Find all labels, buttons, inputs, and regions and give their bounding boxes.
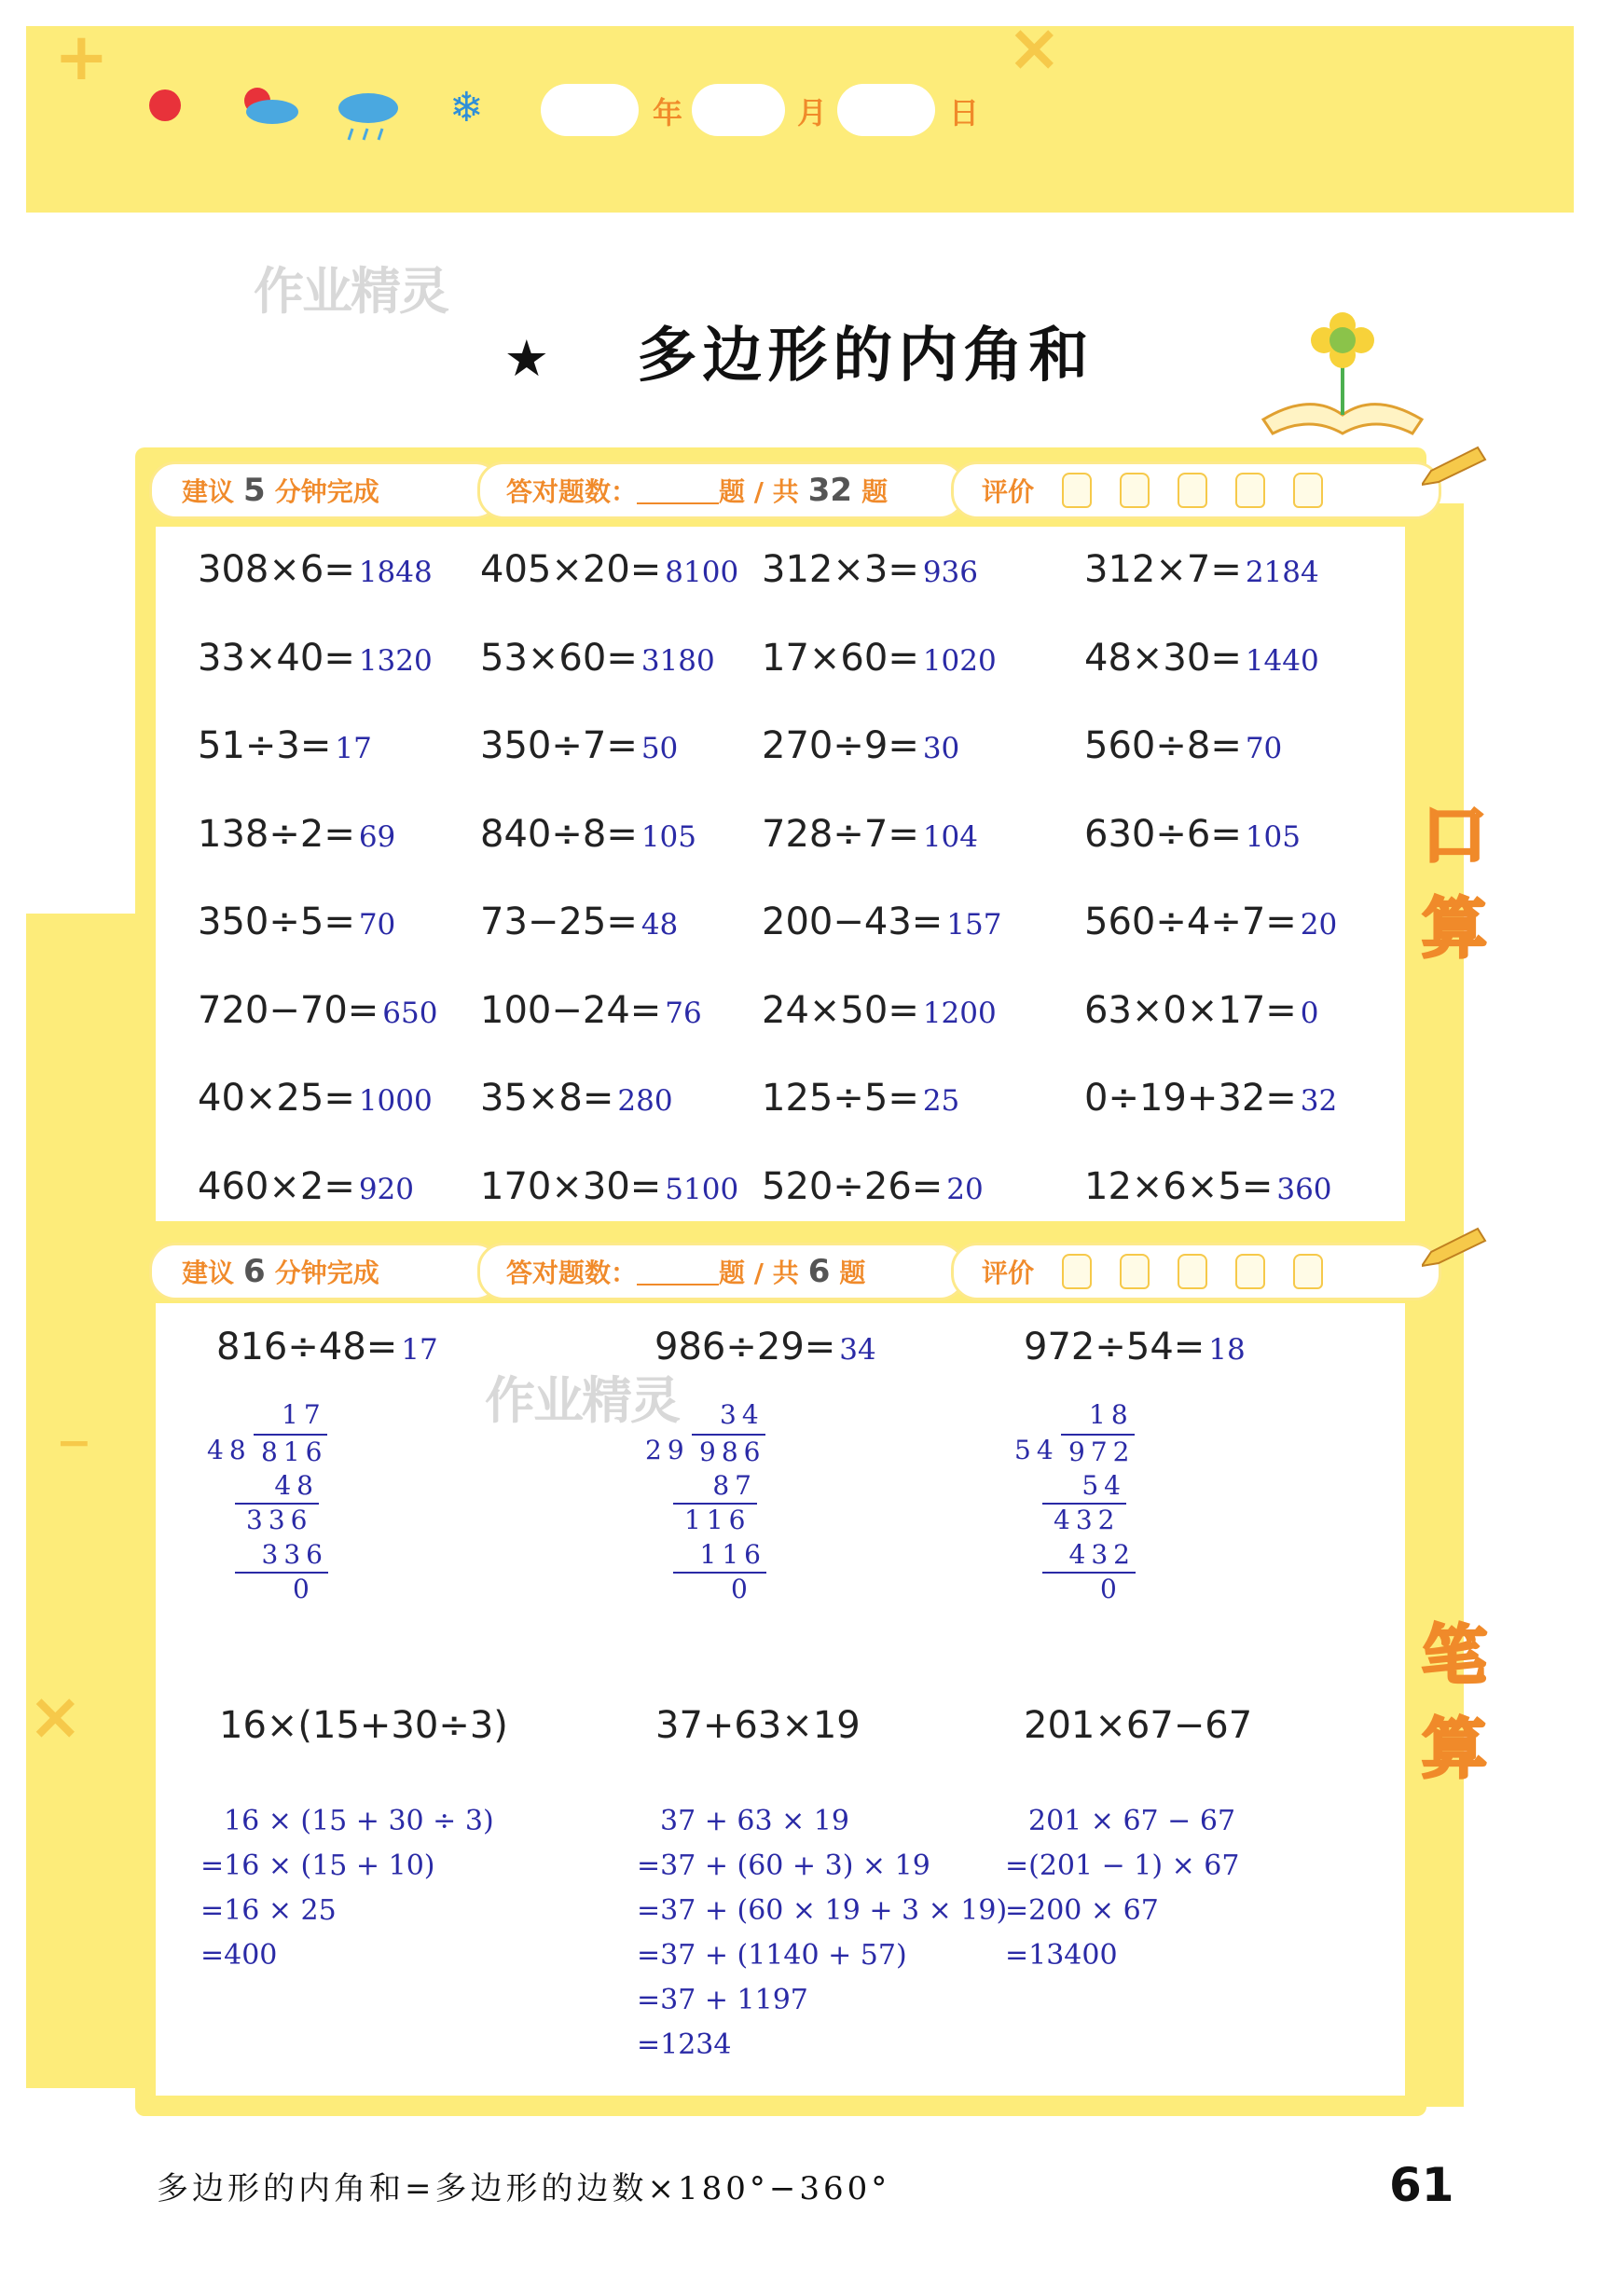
mental-math-item	[762, 813, 978, 856]
question-text: 312×7=	[1084, 548, 1242, 591]
question-text: 170×30=	[480, 1164, 662, 1208]
thumb-icon[interactable]	[1293, 473, 1323, 508]
division-step: 336	[246, 1505, 313, 1535]
thumb-icon[interactable]	[1062, 1254, 1092, 1289]
sun-icon	[149, 89, 181, 121]
thumb-icon[interactable]	[1293, 1254, 1323, 1289]
side-label-bi: 笔	[1422, 1617, 1487, 1694]
question-text: 24×50=	[762, 988, 919, 1032]
mental-math-item	[762, 1165, 984, 1208]
answer-text: 20	[1300, 908, 1338, 942]
question-text: 33×40=	[198, 636, 355, 680]
expression-step: =16 × (15 + 10)	[200, 1849, 435, 1882]
thumb-icon[interactable]	[1178, 473, 1207, 508]
answer-text: 1020	[922, 643, 997, 678]
expression-step: =200 × 67	[1005, 1894, 1159, 1927]
question-text: 720−70=	[198, 988, 379, 1032]
answer-text: 104	[922, 819, 978, 854]
thumb-icon[interactable]	[1120, 1254, 1150, 1289]
mental-math-item	[762, 901, 1001, 943]
suggest-minutes: 5	[243, 472, 266, 509]
mental-math-item	[198, 548, 433, 591]
quotient: 18	[1089, 1399, 1134, 1430]
mental-math-item	[198, 901, 395, 943]
pencil-icon	[1422, 1224, 1487, 1271]
minus-decoration-icon: −	[56, 1417, 92, 1467]
mental-math-item	[1084, 1077, 1337, 1120]
mental-math-item	[198, 1077, 433, 1120]
question-text: 125÷5=	[762, 1077, 919, 1120]
question-text: 816÷48=	[216, 1326, 398, 1368]
dividend: 986	[692, 1434, 765, 1469]
question-text: 53×60=	[480, 636, 638, 680]
quotient: 17	[282, 1399, 326, 1430]
rating-bar-1	[951, 461, 1441, 519]
question-text: 728÷7=	[762, 812, 919, 856]
division-question	[1024, 1326, 1246, 1368]
mental-math-item	[480, 724, 678, 767]
division-step: 336	[235, 1538, 328, 1574]
division-step: 116	[673, 1538, 766, 1574]
year-field[interactable]	[541, 84, 639, 136]
mental-math-item	[1084, 637, 1319, 680]
divisor: 29	[645, 1435, 690, 1465]
answer-text: 0	[1300, 996, 1319, 1030]
snow-icon: ❄	[449, 84, 484, 131]
correct-count-blank[interactable]	[637, 476, 719, 504]
left-strip	[26, 914, 147, 2088]
rain-icon	[336, 89, 401, 145]
side-label-suan: 算	[1422, 890, 1487, 967]
suggest-prefix: 建议	[182, 1258, 235, 1288]
answer-text: 17	[401, 1333, 438, 1367]
question-text: 63×0×17=	[1084, 988, 1297, 1032]
month-label: 月	[797, 95, 828, 131]
expression-step: =37 + (1140 + 57)	[637, 1939, 907, 1972]
division-step: 0	[731, 1574, 753, 1604]
mental-math-item	[1084, 724, 1282, 767]
question-text: 312×3=	[762, 548, 919, 591]
answer-text: 105	[641, 819, 696, 854]
answer-text: 360	[1276, 1172, 1332, 1206]
expression-step: 201 × 67 − 67	[1028, 1805, 1236, 1837]
question-text: 0÷19+32=	[1084, 1077, 1297, 1120]
mental-math-item	[1084, 548, 1319, 591]
divisor: 48	[207, 1435, 252, 1465]
watermark: 作业精灵	[254, 262, 448, 321]
answer-text: 76	[665, 996, 702, 1030]
suggest-time-bar-1	[149, 461, 502, 519]
expression-step: =37 + 1197	[637, 1984, 808, 2016]
expression-step: =(201 − 1) × 67	[1005, 1849, 1240, 1882]
side-label-suan-2: 算	[1422, 1711, 1487, 1787]
mental-math-item	[762, 1077, 959, 1120]
answer-text: 1440	[1245, 643, 1319, 678]
thumb-icon[interactable]	[1235, 1254, 1265, 1289]
correct-prefix: 答对题数：	[506, 476, 638, 507]
suggest-suffix: 分钟完成	[274, 476, 379, 507]
day-field[interactable]	[837, 84, 935, 136]
page-number: 61	[1389, 2158, 1454, 2212]
book-flower-icon	[1254, 312, 1431, 443]
answer-text: 20	[946, 1172, 984, 1206]
rating-label: 评价	[982, 1258, 1035, 1288]
total-count: 6	[807, 1253, 831, 1290]
division-step: 116	[684, 1505, 751, 1535]
mental-math-item	[480, 989, 702, 1032]
suggest-time-bar-2	[149, 1243, 502, 1300]
question-text: 270÷9=	[762, 724, 919, 767]
expression-step: 37 + 63 × 19	[660, 1805, 849, 1837]
mental-math-item	[480, 548, 738, 591]
mental-math-item	[762, 548, 978, 591]
day-label: 日	[949, 95, 980, 131]
title-text: 多边形的内角和	[637, 322, 1095, 391]
times-decoration-icon-2: ×	[28, 1678, 83, 1754]
expression-step: =13400	[1005, 1939, 1118, 1972]
correct-suffix: 题 / 共	[719, 1258, 799, 1288]
question-text: 35×8=	[480, 1077, 614, 1120]
mental-math-item	[762, 637, 997, 680]
expression-step: =16 × 25	[200, 1894, 337, 1927]
question-text: 405×20=	[480, 548, 662, 591]
side-label-kou: 口	[1422, 797, 1487, 873]
division-step: 48	[235, 1469, 319, 1505]
mental-math-item	[1084, 989, 1319, 1032]
mental-math-item	[198, 1165, 414, 1208]
plus-decoration-icon: +	[54, 19, 109, 95]
rating-label: 评价	[982, 476, 1035, 507]
correct-count-bar-2	[477, 1243, 966, 1300]
division-question	[216, 1326, 438, 1368]
answer-text: 280	[617, 1084, 673, 1118]
mental-math-item	[762, 724, 959, 767]
answer-text: 18	[1208, 1333, 1246, 1367]
suggest-prefix: 建议	[182, 476, 235, 507]
month-field[interactable]	[692, 84, 785, 136]
question-text: 560÷8=	[1084, 724, 1242, 767]
answer-text: 936	[922, 556, 978, 589]
answer-text: 8100	[665, 556, 739, 589]
watermark-2: 作业精灵	[485, 1371, 679, 1430]
question-text: 40×25=	[198, 1077, 355, 1120]
answer-text: 1848	[358, 556, 433, 589]
correct-count-blank[interactable]	[637, 1258, 719, 1285]
question-text: 51÷3=	[198, 724, 332, 767]
answer-text: 48	[641, 908, 679, 942]
mental-math-item	[480, 901, 678, 943]
question-text: 560÷4÷7=	[1084, 901, 1297, 943]
expression-step: =37 + (60 + 3) × 19	[637, 1849, 930, 1882]
times-decoration-icon: ×	[1007, 9, 1062, 86]
mental-math-item	[480, 637, 715, 680]
correct-count-bar-1	[477, 461, 966, 519]
question-text: 138÷2=	[198, 812, 355, 856]
expression-question: 201×67−67	[1024, 1704, 1253, 1747]
answer-text: 1200	[922, 996, 997, 1030]
question-text: 972÷54=	[1024, 1326, 1205, 1368]
thumb-icon[interactable]	[1062, 473, 1092, 508]
question-text: 17×60=	[762, 636, 919, 680]
total-unit: 题	[839, 1258, 866, 1288]
division-step: 54	[1042, 1469, 1126, 1505]
answer-text: 69	[358, 819, 396, 854]
question-text: 100−24=	[480, 988, 662, 1032]
expression-step: =1234	[637, 2028, 732, 2061]
suggest-suffix: 分钟完成	[274, 1258, 379, 1288]
correct-suffix: 题 / 共	[719, 476, 799, 507]
mental-math-item	[1084, 1165, 1332, 1208]
quotient: 34	[720, 1399, 765, 1430]
answer-text: 30	[922, 732, 960, 765]
question-text: 48×30=	[1084, 636, 1242, 680]
correct-prefix: 答对题数：	[506, 1258, 638, 1288]
mental-math-item	[198, 989, 437, 1032]
thumb-icon[interactable]	[1235, 473, 1265, 508]
division-step: 87	[673, 1469, 757, 1505]
division-step: 432	[1054, 1505, 1121, 1535]
answer-text: 34	[839, 1333, 876, 1367]
mental-math-item	[1084, 901, 1337, 943]
answer-text: 1320	[358, 643, 433, 678]
suggest-minutes: 6	[243, 1253, 266, 1290]
rating-bar-2	[951, 1243, 1441, 1300]
expression-step: =37 + (60 × 19 + 3 × 19)	[637, 1894, 1008, 1927]
divisor: 54	[1014, 1435, 1059, 1465]
mental-math-item	[480, 1077, 673, 1120]
mental-math-item	[1084, 813, 1301, 856]
division-step: 432	[1042, 1538, 1136, 1574]
division-question	[654, 1326, 876, 1368]
answer-text: 157	[946, 908, 1002, 942]
expression-step: =400	[200, 1939, 278, 1972]
question-text: 460×2=	[198, 1164, 355, 1208]
answer-text: 920	[358, 1172, 414, 1206]
mental-math-item	[480, 813, 696, 856]
answer-text: 70	[1245, 732, 1283, 765]
division-step: 0	[293, 1574, 315, 1604]
answer-text: 50	[641, 732, 679, 765]
answer-text: 70	[358, 908, 396, 942]
answer-text: 1000	[358, 1084, 433, 1118]
mental-math-item	[480, 1165, 738, 1208]
question-text: 840÷8=	[480, 812, 638, 856]
question-text: 12×6×5=	[1084, 1164, 1274, 1208]
answer-text: 650	[382, 996, 438, 1030]
dividend: 816	[254, 1434, 327, 1469]
question-text: 200−43=	[762, 901, 944, 943]
answer-text: 105	[1245, 819, 1301, 854]
question-text: 986÷29=	[654, 1326, 836, 1368]
expression-question: 37+63×19	[655, 1704, 861, 1747]
answer-text: 25	[922, 1084, 960, 1118]
question-text: 350÷7=	[480, 724, 638, 767]
question-text: 520÷26=	[762, 1164, 944, 1208]
cloudy-icon	[235, 86, 300, 125]
answer-text: 32	[1300, 1084, 1338, 1118]
question-text: 308×6=	[198, 548, 355, 591]
star-icon: ★	[503, 329, 556, 388]
answer-text: 5100	[665, 1172, 739, 1206]
formula-footer: 多边形的内角和=多边形的边数×180°−360°	[157, 2170, 891, 2207]
total-unit: 题	[861, 476, 889, 507]
thumb-icon[interactable]	[1178, 1254, 1207, 1289]
dividend: 972	[1061, 1434, 1135, 1469]
division-step: 0	[1100, 1574, 1123, 1604]
mental-math-item	[198, 724, 372, 767]
expression-question: 16×(15+30÷3)	[219, 1704, 508, 1747]
year-label: 年	[653, 95, 683, 131]
answer-text: 3180	[641, 643, 715, 678]
total-count: 32	[807, 472, 853, 509]
mental-math-item	[762, 989, 997, 1032]
answer-text: 2184	[1245, 556, 1319, 589]
thumb-icon[interactable]	[1120, 473, 1150, 508]
expression-step: 16 × (15 + 30 ÷ 3)	[224, 1805, 494, 1837]
answer-text: 17	[335, 732, 372, 765]
mental-math-item	[198, 813, 395, 856]
question-text: 630÷6=	[1084, 812, 1242, 856]
question-text: 350÷5=	[198, 901, 355, 943]
question-text: 73−25=	[480, 901, 638, 943]
pencil-icon	[1422, 443, 1487, 489]
mental-math-item	[198, 637, 433, 680]
